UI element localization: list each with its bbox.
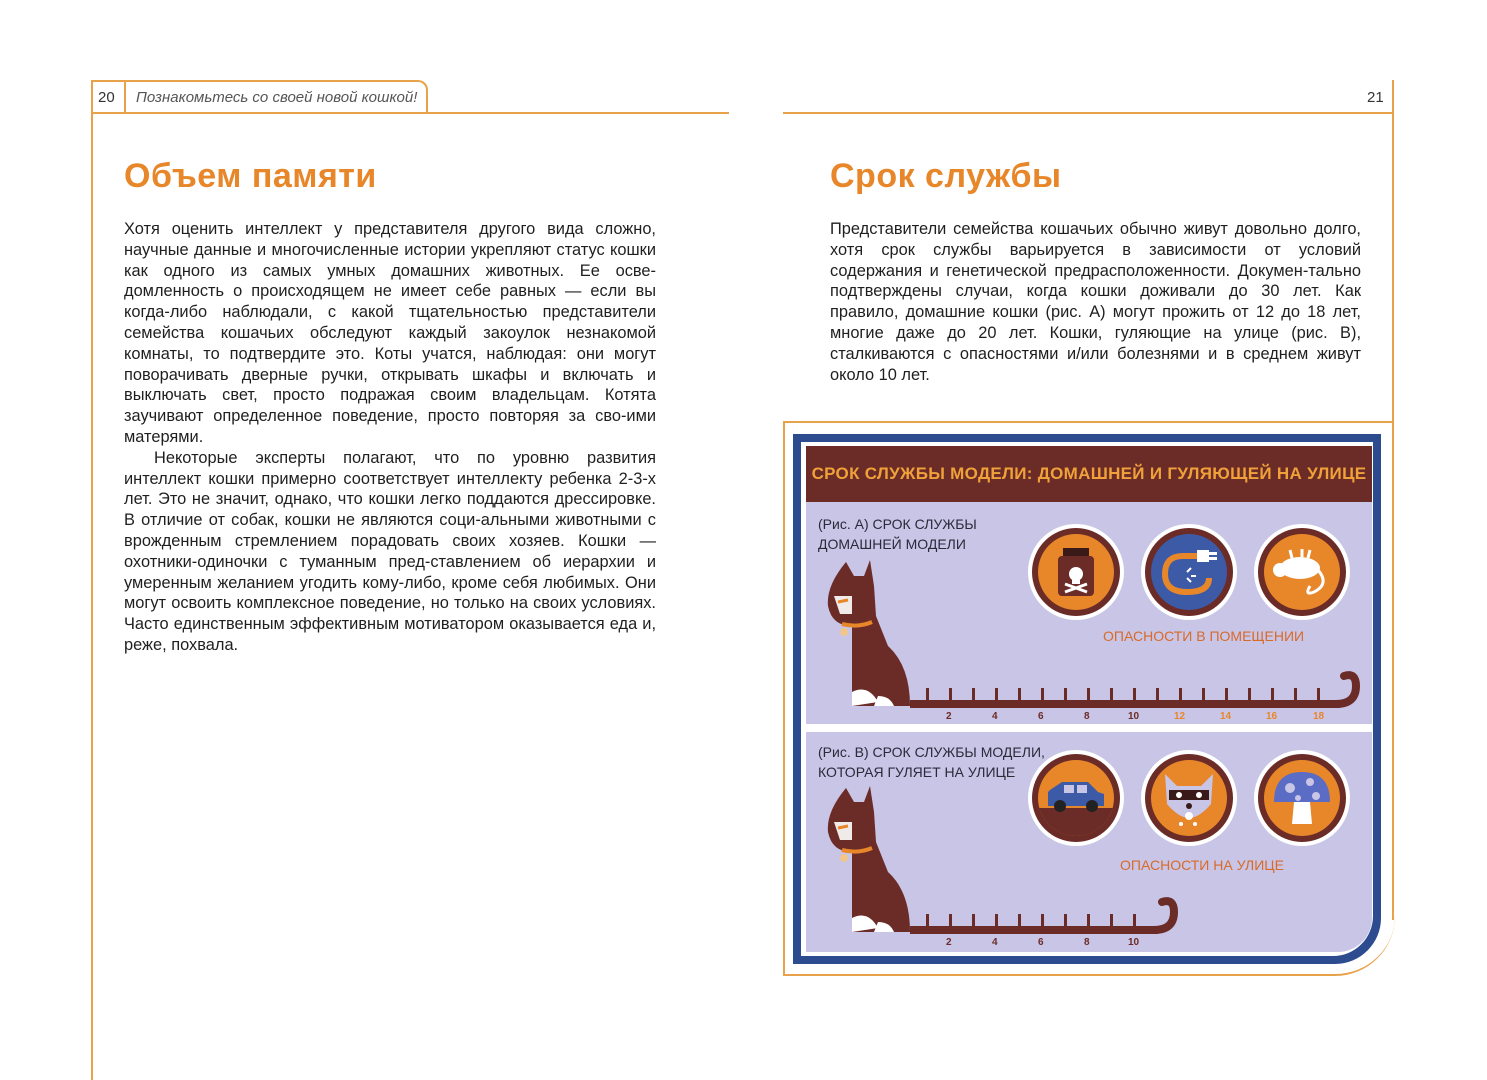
tick-label: 14 [1220, 711, 1232, 722]
tick-label: 8 [1084, 937, 1090, 948]
left-page-margin-line [91, 80, 93, 1080]
cat-illustration [828, 786, 910, 932]
outdoor-title [818, 742, 1045, 782]
outdoor-cat-timeline [818, 782, 1218, 950]
tick-label: 2 [946, 711, 952, 722]
tick-label: 16 [1266, 711, 1278, 722]
paragraph: Хотя оценить интеллект у представителя другого вида сложно, научные данные и многочисленные истории укрепляют статус кошки как одного из самых умных домашних животных. Ее осве-домленность о происходящем не имеет себе равных — если вы когда-либо наблюдали, с какой тщательностью представители семейства кошачьих обследуют каждый закоулок незнакомой комнаты, то подтвердите это. Коты учатся, наблюдая: они могут поворачивать дверные ручки, открывать шкафы и включать и выключать свет, просто подражая своим владельцам. Котята заучивают определенное поведение, просто повторяя за сво-ими матерями. [124, 220, 656, 446]
paragraph: Некоторые эксперты полагают, что по уровню развития интеллект кошки примерно соответствует интеллекту ребенка 2-3-х лет. Это не значит, однако, что кошки легко поддаются дрессировке. В отличие от собак, кошки не являются соци-альными животными с врожденным стремлением порадовать своих хозяев. Кошки — охотники-одиночки с туманным пред-ставлением об иерархии и умеренным желанием угодить кому-либо, кроме себя любимых. Они могут освоить комплексное поведение, но только на своих условиях. Часто единственным эффективным мотиватором оказывается еда и, реже, похвала. [124, 448, 656, 654]
tick-label: 6 [1038, 711, 1044, 722]
indoor-title [818, 514, 977, 554]
page-number-right: 21 [1367, 89, 1384, 106]
tick-label: 4 [992, 937, 998, 948]
indoor-hazard-label: ОПАСНОСТИ В ПОМЕЩЕНИИ [1103, 628, 1305, 644]
indoor-title-line1: (Рис. А) СРОК СЛУЖБЫ [818, 516, 977, 532]
page-number-left: 20 [98, 89, 115, 106]
tick-label: 18 [1313, 711, 1325, 722]
tick-label: 2 [946, 937, 952, 948]
mushroom-icon [1254, 750, 1350, 846]
right-header-rule [783, 112, 1394, 114]
running-title: Познакомьтесь со своей новой кошкой! [136, 89, 418, 106]
tick-label: 8 [1084, 711, 1090, 722]
page-heading-right: Срок службы [830, 157, 1062, 195]
indoor-cat-timeline [818, 556, 1368, 724]
tick-label: 10 [1128, 937, 1140, 948]
outdoor-title-line1: (Рис. В) СРОК СЛУЖБЫ МОДЕЛИ, [818, 744, 1045, 760]
cat-illustration [828, 560, 910, 706]
indoor-title-line2: ДОМАШНЕЙ МОДЕЛИ [818, 536, 966, 552]
paragraph: Представители семейства кошачьих обычно живут довольно долго, хотя срок службы варьируется в зависимости от условий содержания и генетической предрасположенности. Докумен-тально подтверждены случаи, когда кошки доживали до 30 лет. Как правило, домашние кошки (рис. А) могут прожить от 12 до 18 лет, многие даже до 20 лет. Кошки, гуляющие на улице (рис. В), сталкиваются с опасностями и/или болезнями и в среднем живут около 10 лет. [830, 220, 1361, 384]
infographic-banner: СРОК СЛУЖБЫ МОДЕЛИ: ДОМАШНЕЙ И ГУЛЯЮЩЕЙ НА УЛИЦЕ [806, 446, 1372, 502]
tick-label: 12 [1174, 711, 1186, 722]
right-body-text [830, 219, 1361, 385]
page-heading-left: Объем памяти [124, 157, 377, 195]
outdoor-title-line2: КОТОРАЯ ГУЛЯЕТ НА УЛИЦЕ [818, 764, 1016, 780]
header-divider [124, 80, 126, 112]
tick-label: 6 [1038, 937, 1044, 948]
left-header-rule [91, 112, 729, 114]
tick-label: 10 [1128, 711, 1140, 722]
tick-label: 4 [992, 711, 998, 722]
outdoor-hazard-label: ОПАСНОСТИ НА УЛИЦЕ [1120, 857, 1284, 873]
left-body-text [124, 219, 656, 656]
